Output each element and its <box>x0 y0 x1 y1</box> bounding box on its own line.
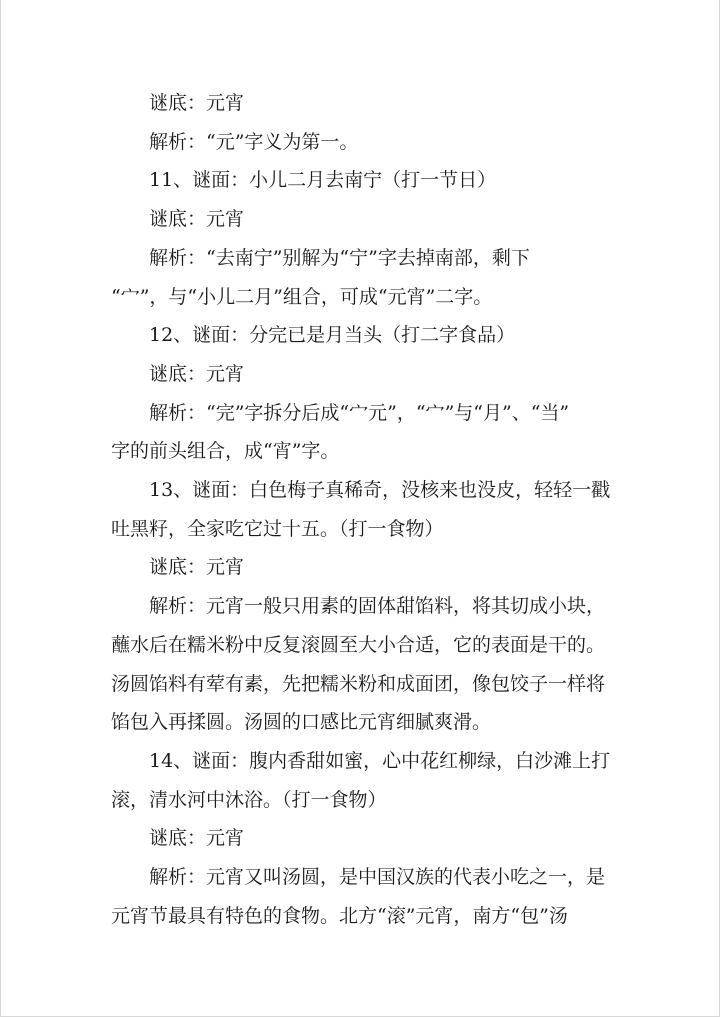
explanation-line: “宀”，与“小儿二月”组合，可成“元宵”二字。 <box>111 285 493 308</box>
answer-line: 谜底：元宵 <box>149 827 245 850</box>
riddle-line: 12、谜面：分完已是月当头（打二字食品） <box>149 324 516 347</box>
riddle-line: 吐黑籽，全家吃它过十五。（打一食物） <box>111 517 444 540</box>
explanation-line: 解析：元宵一般只用素的固体甜馅料，将其切成小块， <box>149 595 606 618</box>
answer-line: 谜底：元宵 <box>149 208 245 231</box>
explanation-line: 蘸水后在糯米粉中反复滚圆至大小合适，它的表面是干的。 <box>111 633 606 656</box>
explanation-line: 汤圆馅料有荤有素，先把糯米粉和成面团，像包饺子一样将 <box>111 672 606 695</box>
riddle-line: 滚，清水河中沐浴。（打一食物） <box>111 788 387 811</box>
explanation-line: 解析：“去南宁”别解为“宁”字去掉南部，剩下 <box>149 246 530 269</box>
explanation-line: 解析：元宵又叫汤圆，是中国汉族的代表小吃之一，是 <box>149 866 606 889</box>
riddle-line: 11、谜面：小儿二月去南宁（打一节日） <box>149 169 497 192</box>
explanation-line: 字的前头组合，成“宵”字。 <box>111 440 340 463</box>
document-body <box>111 84 616 935</box>
answer-line: 谜底：元宵 <box>149 556 245 579</box>
answer-line: 谜底：元宵 <box>149 92 245 114</box>
explanation-line: 解析：“完”字拆分后成“宀元”，“宀”与“月”、“当” <box>149 401 570 424</box>
explanation-line: 馅包入再揉圆。汤圆的口感比元宵细腻爽滑。 <box>111 711 492 734</box>
riddle-line: 14、谜面：腹内香甜如蜜，心中花红柳绿，白沙滩上打 <box>149 749 611 772</box>
explanation-line: 解析：“元”字义为第一。 <box>149 130 359 153</box>
answer-line: 谜底：元宵 <box>149 362 245 385</box>
explanation-line: 元宵节最具有特色的食物。北方“滚”元宵，南方“包”汤 <box>111 904 568 927</box>
riddle-line: 13、谜面：白色梅子真稀奇，没核来也没皮，轻轻一戳 <box>149 479 611 502</box>
